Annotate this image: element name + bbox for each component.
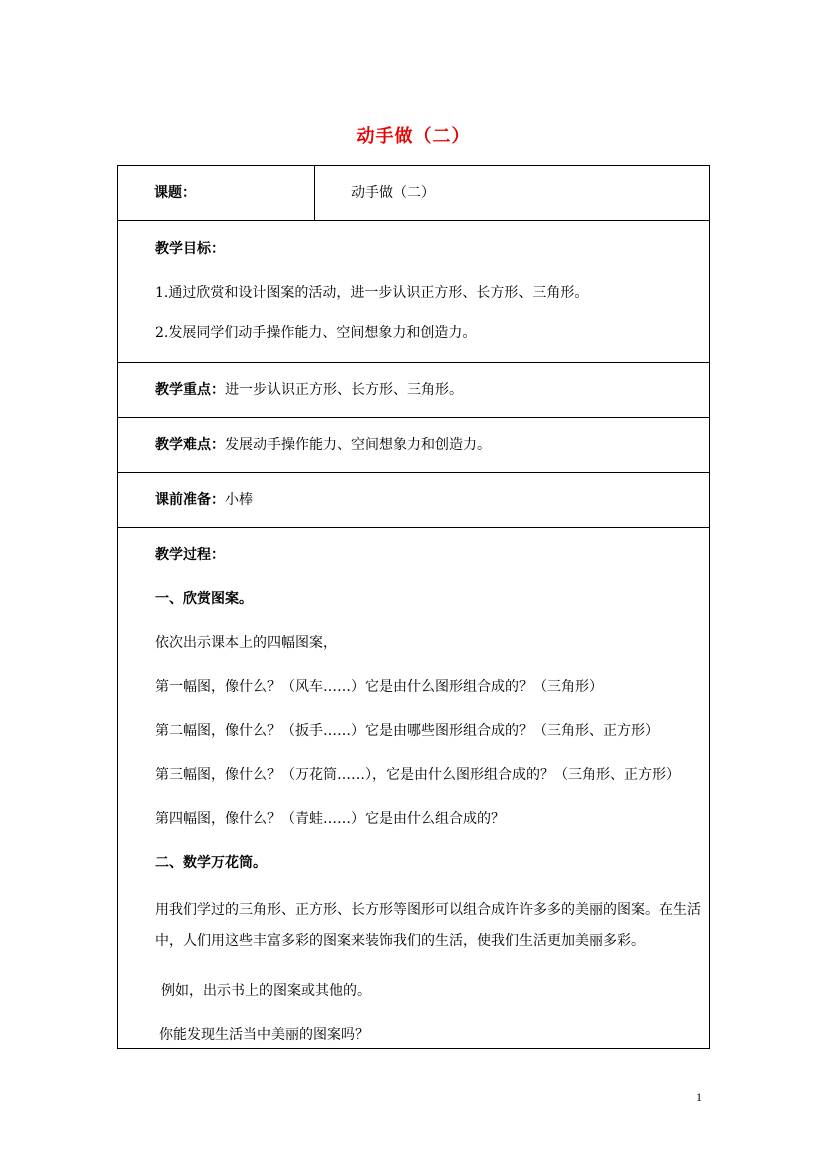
goals-cell — [118, 221, 710, 363]
process-title: 教学过程： — [155, 547, 225, 563]
preparation-cell — [118, 473, 710, 528]
section2-question: 你能发现生活当中美丽的图案吗？ — [159, 1027, 369, 1043]
page-number: 1 — [696, 1090, 702, 1104]
process-cell — [118, 528, 710, 1049]
key-points-cell — [118, 363, 710, 418]
lesson-plan-table — [117, 165, 710, 1049]
topic-row — [118, 166, 710, 221]
section1-line-4: 第四幅图，像什么？（青蛙……）它是由什么组合成的？ — [155, 811, 505, 827]
section2-example: 例如，出示书上的图案或其他的。 — [161, 983, 371, 999]
key-points-text: 进一步认识正方形、长方形、三角形。 — [225, 382, 463, 398]
preparation-label: 课前准备： — [155, 492, 225, 508]
section1-line-1: 第一幅图，像什么？（风车……）它是由什么图形组合成的？（三角形） — [155, 679, 603, 695]
topic-value: 动手做（二） — [315, 166, 710, 221]
section1-line-3: 第三幅图，像什么？（万花筒……），它是由什么图形组合成的？（三角形、正方形） — [155, 767, 680, 783]
document-title: 动手做（二） — [356, 126, 471, 147]
section2-heading: 二、数学万花筒。 — [155, 855, 267, 871]
section1-intro: 依次出示课本上的四幅图案， — [155, 635, 337, 651]
difficulties-label: 教学难点： — [155, 437, 225, 453]
section1-line-2: 第二幅图，像什么？（扳手……）它是由哪些图形组合成的？（三角形、正方形） — [155, 723, 659, 739]
topic-label: 课题： — [154, 185, 196, 201]
key-points-label: 教学重点： — [155, 382, 225, 398]
difficulties-text: 发展动手操作能力、空间想象力和创造力。 — [225, 437, 491, 453]
goal-item-1: 1.通过欣赏和设计图案的活动，进一步认识正方形、长方形、三角形。 — [155, 285, 589, 301]
difficulties-cell — [118, 418, 710, 473]
topic-label-cell — [118, 166, 315, 221]
process-row — [118, 528, 710, 1049]
goals-title: 教学目标： — [155, 241, 225, 257]
goals-row — [118, 221, 710, 363]
difficulties-row — [118, 418, 710, 473]
section2-paragraph: 用我们学过的三角形、正方形、长方形等图形可以组合成许许多多的美丽的图案。在生活中，人们用这些丰富多彩的图案来装饰我们的生活，使我们生活更加美丽多彩。 — [155, 902, 701, 949]
preparation-row — [118, 473, 710, 528]
preparation-text: 小棒 — [225, 492, 253, 508]
key-points-row — [118, 363, 710, 418]
section1-heading: 一、欣赏图案。 — [155, 591, 253, 607]
goal-item-2: 2.发展同学们动手操作能力、空间想象力和创造力。 — [155, 325, 477, 341]
